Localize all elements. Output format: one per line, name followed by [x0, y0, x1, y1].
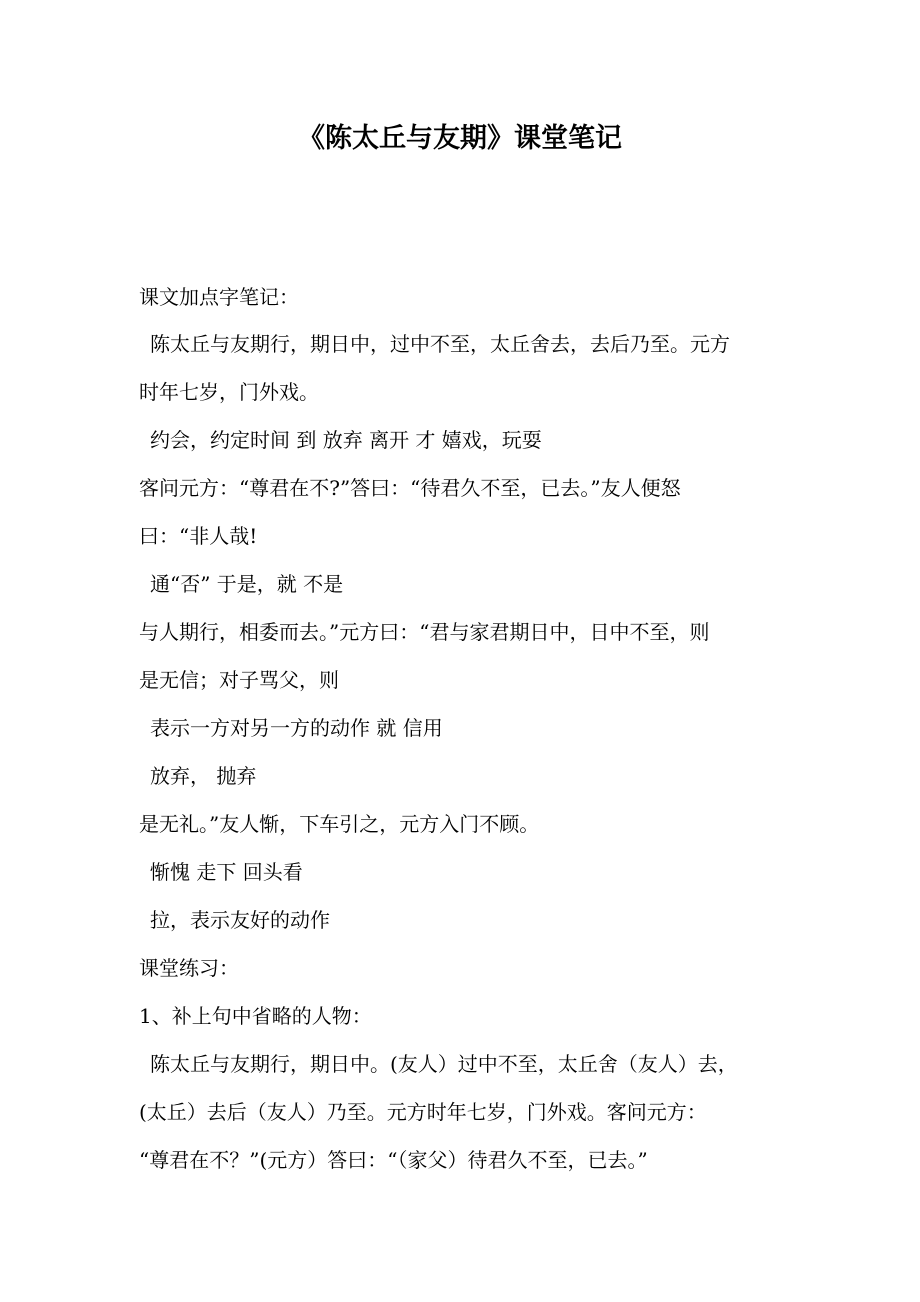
- text-line: 是无礼。”友人惭，下车引之，元方入门不顾。: [139, 812, 540, 836]
- annotation-line: 放弃， 抛弃: [150, 764, 257, 788]
- text-line: (太丘）去后（友人）乃至。元方时年七岁，门外戏。客问元方：: [139, 1100, 707, 1124]
- section-heading-exercise: 课堂练习：: [139, 956, 239, 980]
- annotation-line: 约会，约定时间 到 放弃 离开 才 嬉戏，玩耍: [150, 428, 542, 452]
- page-title: 《陈太丘与友期》课堂笔记: [298, 123, 622, 154]
- annotation-line: 通“否” 于是，就 不是: [150, 572, 344, 596]
- text-line: 时年七岁，门外戏。: [139, 380, 319, 404]
- text-line: 曰：“非人哉!: [139, 524, 258, 548]
- text-line: 客问元方：“尊君在不?”答曰：“待君久不至，已去。”友人便怒: [139, 476, 681, 500]
- text-line: 陈太丘与友期行，期日中，过中不至，太丘舍去，去后乃至。元方: [150, 332, 730, 356]
- text-line: 是无信；对子骂父，则: [139, 668, 339, 692]
- section-heading-notes: 课文加点字笔记：: [139, 285, 299, 309]
- annotation-line: 惭愧 走下 回头看: [150, 860, 303, 884]
- exercise-question: 1、补上句中省略的人物：: [139, 1004, 372, 1028]
- annotation-line: 拉，表示友好的动作: [150, 908, 330, 932]
- text-line: 与人期行，相委而去。”元方曰：“君与家君期日中，日中不至，则: [139, 620, 710, 644]
- text-line: “尊君在不？”(元方）答曰：“（家父）待君久不至，已去。”: [139, 1148, 648, 1172]
- text-line: 陈太丘与友期行，期日中。(友人）过中不至，太丘舍（友人）去，: [150, 1052, 738, 1076]
- annotation-line: 表示一方对另一方的动作 就 信用: [150, 716, 443, 740]
